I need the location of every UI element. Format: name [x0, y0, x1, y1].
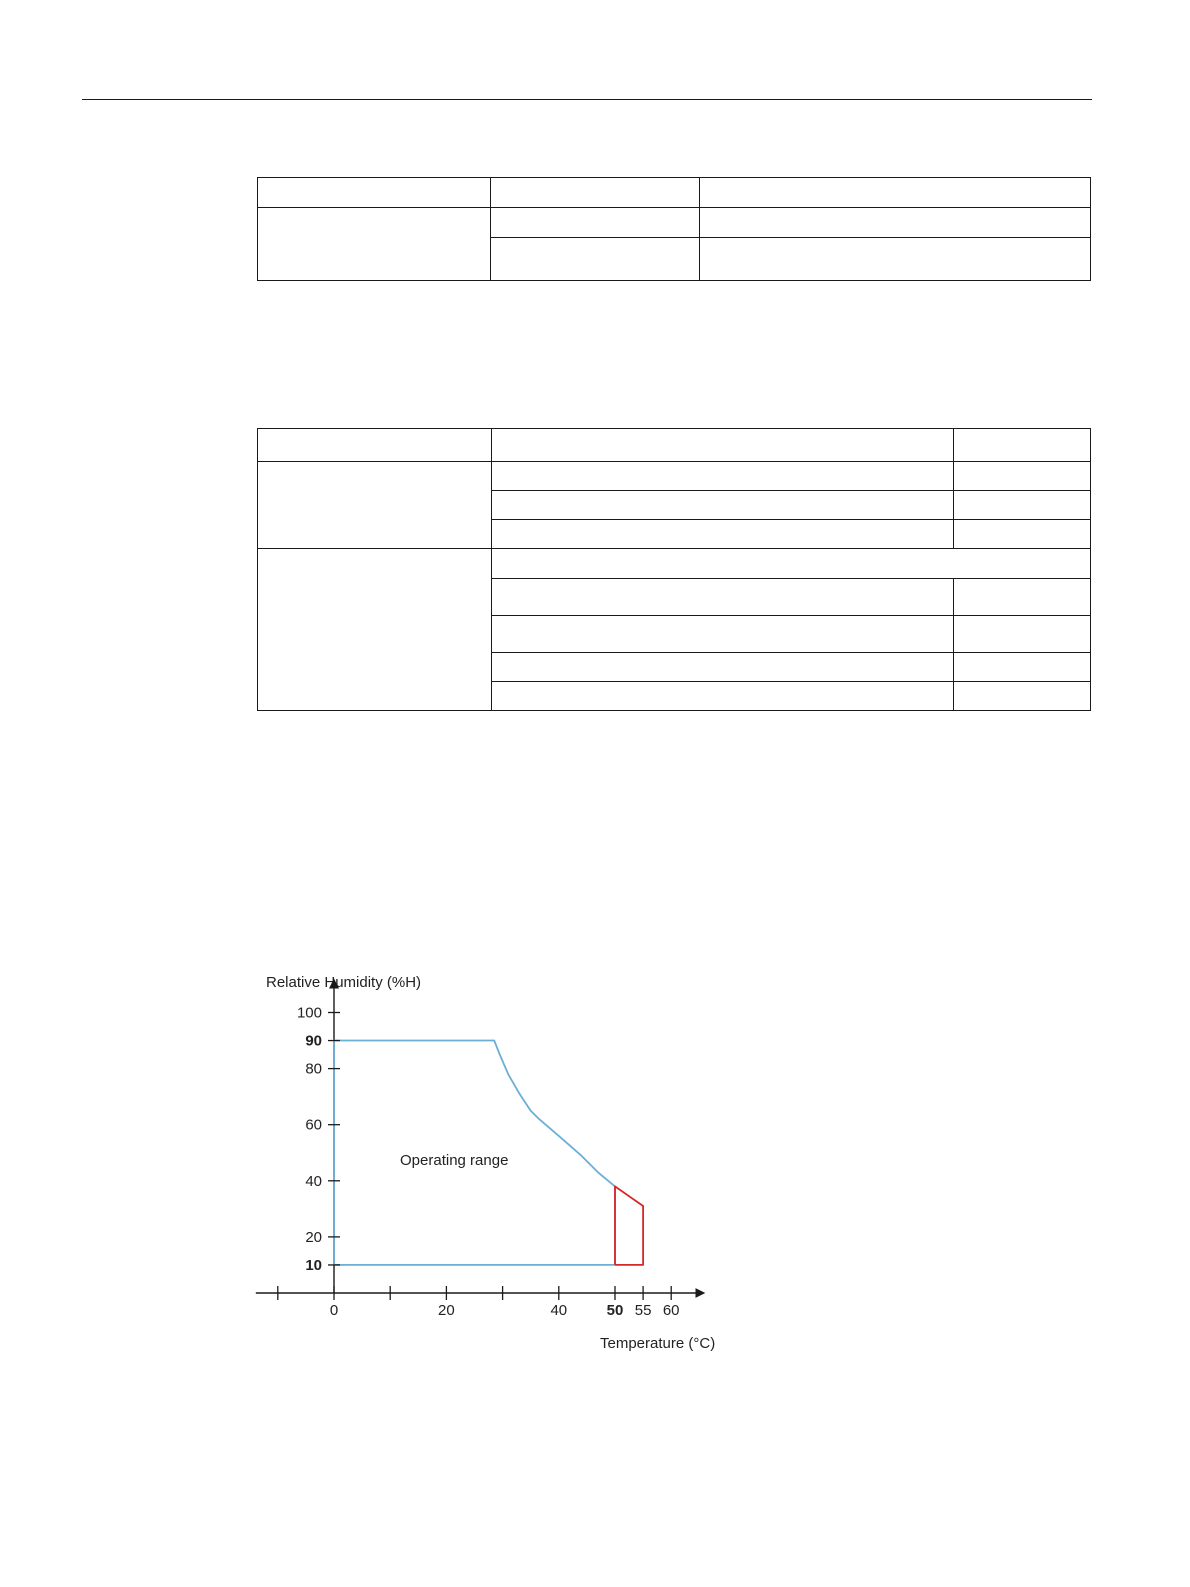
table-cell: [700, 178, 1091, 208]
table-cell: [492, 491, 954, 520]
table-cell: [491, 238, 700, 281]
table-row: [258, 208, 1091, 238]
table-cell: [258, 429, 492, 462]
table-cell: [954, 491, 1091, 520]
table-2: [257, 428, 1091, 711]
x-tick-label: 50: [606, 1302, 624, 1319]
table-cell: [954, 653, 1091, 682]
table-cell: [492, 653, 954, 682]
x-tick-label: 0: [329, 1302, 339, 1319]
y-tick-label: 10: [305, 1256, 322, 1274]
x-axis-title: Temperature (°C): [600, 1335, 716, 1352]
table-cell: [492, 429, 954, 462]
table-row: [258, 549, 1091, 579]
table-cell: [491, 208, 700, 238]
table-cell: [954, 616, 1091, 653]
table-cell: [491, 178, 700, 208]
y-tick-label: 80: [305, 1060, 322, 1078]
table-row: [258, 178, 1091, 208]
table-cell: [492, 549, 1091, 579]
table-cell: [258, 208, 491, 281]
table-cell: [258, 178, 491, 208]
y-tick-label: 40: [305, 1172, 322, 1190]
table-1: [257, 177, 1091, 281]
table-cell: [492, 462, 954, 491]
chart-annotation: Operating range: [400, 1152, 509, 1169]
table-cell: [258, 462, 492, 549]
axes: [256, 980, 704, 1293]
y-axis-title: Relative Humidity (%H): [266, 974, 422, 991]
x-tick-label: 55: [634, 1302, 652, 1319]
table-cell: [492, 682, 954, 711]
operating-range-chart: [250, 965, 750, 1385]
table-cell: [700, 238, 1091, 281]
table-cell: [492, 579, 954, 616]
y-tick-label: 90: [305, 1032, 322, 1050]
table-cell: [700, 208, 1091, 238]
table-cell: [492, 616, 954, 653]
x-tick-label: 60: [662, 1302, 680, 1319]
y-tick-label: 20: [305, 1228, 322, 1246]
table-cell: [954, 579, 1091, 616]
table-cell: [954, 682, 1091, 711]
table-cell: [258, 549, 492, 711]
y-tick-label: 60: [305, 1116, 322, 1134]
table-cell: [954, 520, 1091, 549]
table-cell: [954, 429, 1091, 462]
x-tick-label: 40: [550, 1302, 568, 1319]
header-rule: [82, 99, 1092, 100]
table-row: [258, 429, 1091, 462]
x-tick-label: 20: [438, 1302, 455, 1319]
extended-range-outline: [615, 1186, 643, 1265]
table-cell: [954, 462, 1091, 491]
table-row: [258, 462, 1091, 491]
table-cell: [492, 520, 954, 549]
y-tick-label: 100: [296, 1004, 322, 1022]
